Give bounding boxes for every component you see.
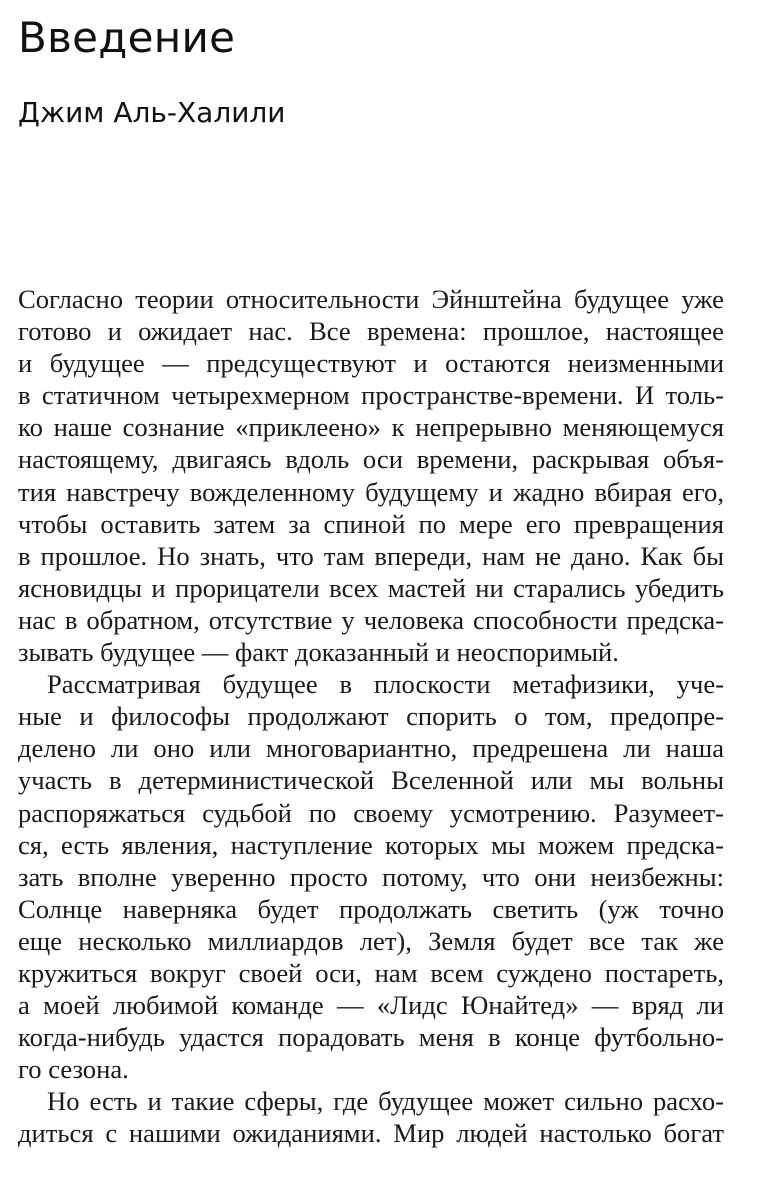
text-line: ко наше сознание «приклеено» к непрерывно меняющемуся [18, 412, 724, 443]
text-line: готово и ожидает нас. Все времена: прошлое, настоящее [18, 316, 724, 347]
text-line: Согласно теории относительности Эйнштейна будущее уже [18, 284, 724, 314]
text-line: Но есть и такие сферы, где будущее может сильно расхо- [47, 1086, 724, 1117]
text-line: зывать будущее — факт доказанный и неоспоримый. [18, 637, 619, 668]
text-line: а моей любимой команде — «Лидс Юнайтед» — вряд ли [18, 990, 724, 1021]
text-line: тия навстречу вожделенному будущему и жадно вбирая его, [18, 476, 724, 507]
text-line: Рассматривая будущее в плоскости метафизики, уче- [47, 669, 724, 700]
paragraph [18, 283, 724, 668]
text-line: ся, есть явления, наступление которых мы можем предска- [18, 829, 724, 860]
text-line: ясновидцы и прорицатели всех мастей ни старались убедить [18, 572, 724, 603]
text-line: диться с нашими ожиданиями. Мир людей настолько богат [18, 1118, 724, 1149]
chapter-title: Введение [18, 13, 236, 62]
text-line: кружиться вокруг своей оси, нам всем суждено постареть, [18, 957, 724, 988]
paragraph [18, 668, 724, 1085]
text-line: участь в детерминистической Вселенной или мы вольны [18, 765, 724, 796]
text-line: чтобы оставить затем за спиной по мере его превращения [18, 508, 724, 539]
text-line: зать вполне уверенно просто потому, что они неизбежны: [18, 861, 724, 892]
text-line: в статичном четырехмерном пространстве-времени. И толь- [18, 380, 724, 411]
chapter-author: Джим Аль-Халили [18, 96, 286, 129]
text-line: еще несколько миллиардов лет), Земля будет все так же [18, 925, 724, 956]
paragraph [18, 1085, 724, 1149]
chapter-body [18, 283, 724, 1150]
text-line: и будущее — предсуществуют и остаются неизменными [18, 348, 724, 379]
text-line: нас в обратном, отсутствие у человека способности предска- [18, 604, 724, 635]
text-line: Солнце наверняка будет продолжать светить (уж точно [18, 893, 724, 924]
text-line: го сезона. [18, 1054, 129, 1085]
text-line: ные и философы продолжают спорить о том, предопре- [18, 701, 724, 732]
text-line: в прошлое. Но знать, что там впереди, нам не дано. Как бы [18, 540, 724, 571]
text-line: когда-нибудь удастся порадовать меня в конце футбольно- [18, 1022, 724, 1053]
text-line: настоящему, двигаясь вдоль оси времени, раскрывая объя- [18, 444, 724, 475]
text-line: делено ли оно или многовариантно, предрешена ли наша [18, 733, 724, 764]
text-line: распоряжаться судьбой по своему усмотрению. Разумеет- [18, 797, 724, 828]
